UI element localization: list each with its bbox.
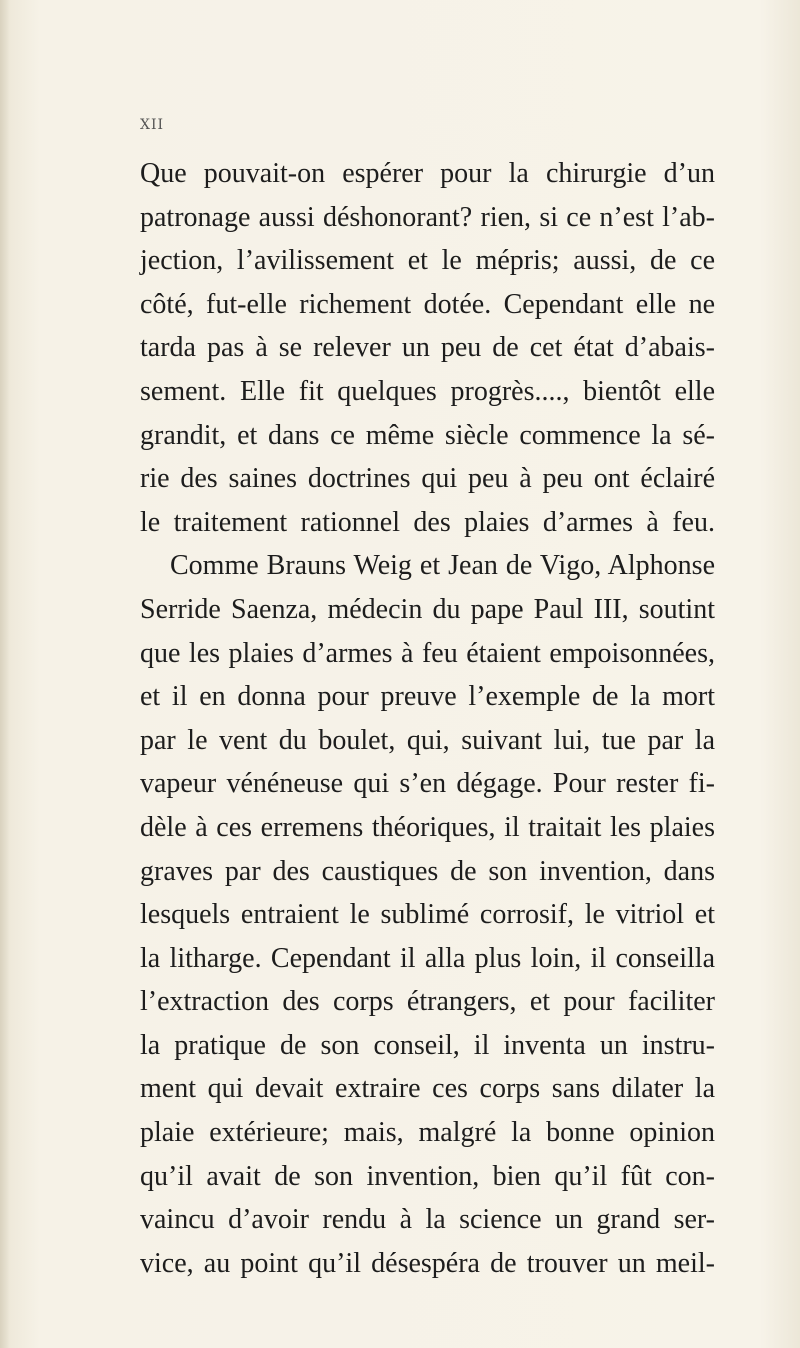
text-line: dèle à ces erremens théoriques, il traitait les plaies xyxy=(140,811,715,843)
text-line: patronage aussi déshonorant? rien, si ce n’est l’ab- xyxy=(140,201,715,233)
text-line: rie des saines doctrines qui peu à peu ont éclairé xyxy=(140,463,715,495)
text-line: Comme Brauns Weig et Jean de Vigo, Alphonse xyxy=(170,550,715,582)
text-line: plaie extérieure; mais, malgré la bonne opinion xyxy=(140,1117,715,1149)
text-line: qu’il avait de son invention, bien qu’il fût con- xyxy=(140,1160,715,1192)
text-line: tarda pas à se relever un peu de cet état d’abais- xyxy=(140,332,715,364)
page-number: XII xyxy=(140,117,165,133)
text-line: et il en donna pour preuve l’exemple de la mort xyxy=(140,681,715,713)
text-line: jection, l’avilissement et le mépris; aussi, de ce xyxy=(140,245,715,277)
text-line: Serride Saenza, médecin du pape Paul III, soutint xyxy=(140,593,715,625)
text-line: la pratique de son conseil, il inventa un instru- xyxy=(140,1029,715,1061)
body-text xyxy=(140,152,715,1285)
text-line: vice, au point qu’il désespéra de trouver un meil- xyxy=(140,1247,715,1279)
text-line: graves par des caustiques de son invention, dans xyxy=(140,855,715,887)
text-line: sement. Elle fit quelques progrès...., bientôt elle xyxy=(140,375,715,407)
text-line: lesquels entraient le sublimé corrosif, le vitriol et xyxy=(140,899,715,931)
text-line: par le vent du boulet, qui, suivant lui, tue par la xyxy=(140,724,715,756)
text-line: l’extraction des corps étrangers, et pour faciliter xyxy=(140,986,715,1018)
text-line: Que pouvait-on espérer pour la chirurgie d’un xyxy=(140,158,715,189)
text-line: vapeur vénéneuse qui s’en dégage. Pour rester fi- xyxy=(140,768,715,800)
text-line: que les plaies d’armes à feu étaient empoisonnées, xyxy=(140,637,715,669)
text-line: ment qui devait extraire ces corps sans dilater la xyxy=(140,1073,715,1105)
text-line: côté, fut-elle richement dotée. Cependant elle ne xyxy=(140,288,715,320)
text-line: le traitement rationnel des plaies d’armes à feu. xyxy=(140,506,715,538)
text-line: grandit, et dans ce même siècle commence la sé- xyxy=(140,419,715,451)
text-line: la litharge. Cependant il alla plus loin, il conseilla xyxy=(140,942,715,974)
text-line: vaincu d’avoir rendu à la science un grand ser- xyxy=(140,1204,715,1236)
binding-shadow xyxy=(0,0,10,1348)
